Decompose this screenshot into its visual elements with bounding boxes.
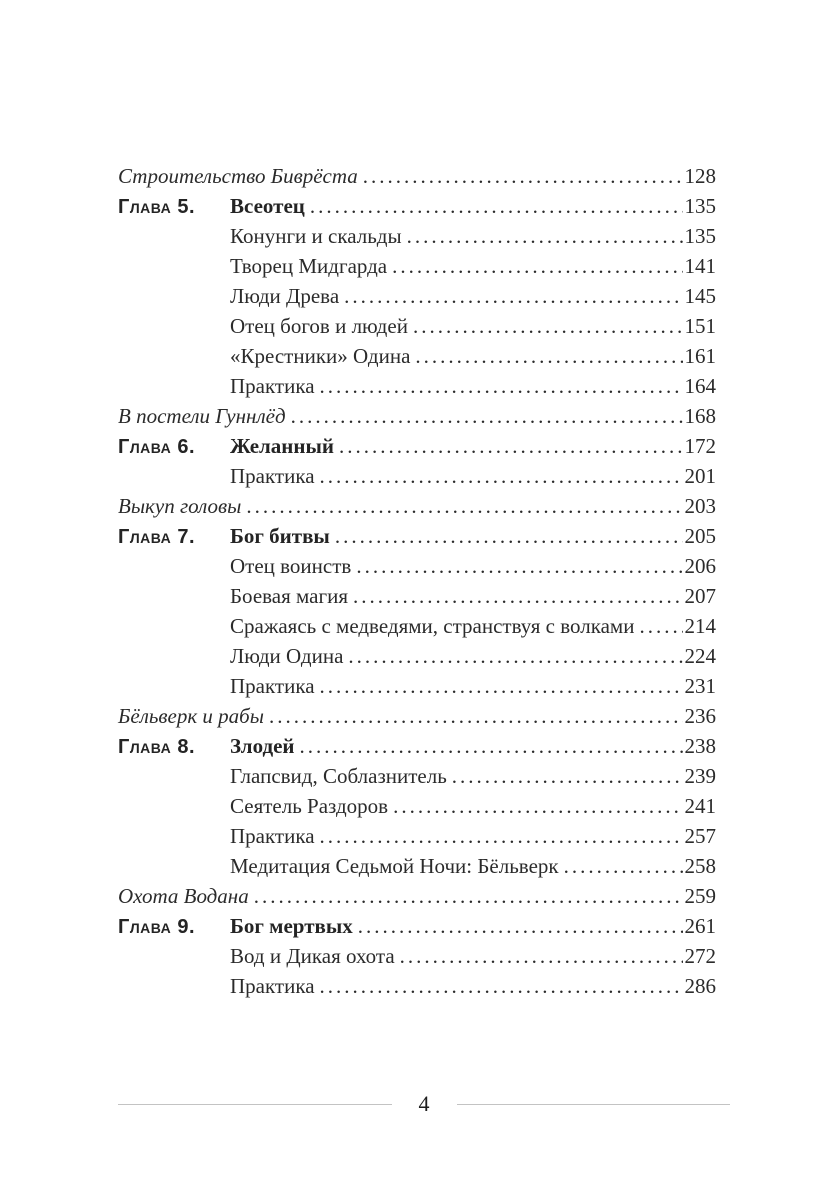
dot-leader (339, 431, 683, 461)
footer-rule-right (457, 1104, 731, 1105)
toc-entry-page: 128 (684, 164, 716, 188)
toc-entry (118, 551, 716, 581)
toc-entry-page: 257 (684, 824, 716, 848)
toc-entry-page: 207 (684, 584, 716, 608)
toc-entry-title: Вод и Дикая охота (230, 944, 395, 968)
toc-entry-title: Отец богов и людей (230, 314, 408, 338)
dot-leader (320, 821, 683, 851)
toc-entry-title: Практика (230, 974, 315, 998)
dot-leader (356, 551, 682, 581)
toc-entry-page: 236 (684, 704, 716, 728)
toc-entry (118, 791, 716, 821)
toc-entry-title: Бог битвы (230, 524, 330, 548)
dot-leader (348, 641, 682, 671)
footer-rule-left (118, 1104, 392, 1105)
toc-entry-title: Желанный (230, 434, 334, 458)
toc-entry-title: Практика (230, 464, 315, 488)
toc-entry-title: Выкуп головы (118, 494, 242, 518)
page-number: 4 (418, 1091, 430, 1116)
toc-entry (118, 281, 716, 311)
toc-entry (118, 161, 716, 191)
chapter-label: Глава 6. (118, 436, 196, 458)
toc-entry-title: Конунги и скальды (230, 224, 402, 248)
toc-entry-page: 172 (684, 434, 716, 458)
dot-leader (413, 311, 683, 341)
toc-entry-title: Творец Мидгарда (230, 254, 388, 278)
dot-leader (300, 731, 683, 761)
toc-entry (118, 581, 716, 611)
toc-entry-page: 238 (684, 734, 716, 758)
chapter-label: Глава 9. (118, 916, 196, 938)
toc-entry-page: 214 (684, 614, 716, 638)
dot-leader (393, 791, 682, 821)
toc-entry (118, 521, 716, 551)
toc-entry-page: 239 (684, 764, 716, 788)
toc-entry-page: 135 (684, 224, 716, 248)
toc-entry (118, 941, 716, 971)
toc-entry-page: 205 (684, 524, 716, 548)
toc-entry (118, 371, 716, 401)
dot-leader (320, 971, 683, 1001)
toc-entry-page: 272 (684, 944, 716, 968)
toc-entry-page: 168 (684, 404, 716, 428)
toc-entry (118, 821, 716, 851)
dot-leader (310, 191, 683, 221)
dot-leader (344, 281, 682, 311)
toc-entry-title: Отец воинств (230, 554, 352, 578)
dot-leader (246, 491, 682, 521)
toc-entry-title: Практика (230, 824, 315, 848)
toc-entry (118, 881, 716, 911)
toc-entry (118, 341, 716, 371)
toc-entry (118, 221, 716, 251)
dot-leader (392, 251, 682, 281)
toc-entry-page: 231 (684, 674, 716, 698)
toc-entry-page: 224 (684, 644, 716, 668)
toc-entry-page: 258 (684, 854, 716, 878)
toc-entry (118, 191, 716, 221)
dot-leader (254, 881, 683, 911)
toc-entry-title: Сражаясь с медведями, странствуя с волками (230, 614, 635, 638)
toc-entry (118, 851, 716, 881)
toc-entry-title: Медитация Седьмой Ночи: Бёльверк (230, 854, 559, 878)
toc-entry-page: 259 (684, 884, 716, 908)
toc-entry-title: Всеотец (230, 194, 305, 218)
toc-list (118, 161, 716, 1001)
toc-entry (118, 701, 716, 731)
toc-entry (118, 401, 716, 431)
toc-entry (118, 641, 716, 671)
toc-entry-title: Строительство Биврёста (118, 164, 358, 188)
page-footer (118, 1089, 730, 1119)
toc-entry-page: 161 (684, 344, 716, 368)
dot-leader (363, 161, 683, 191)
toc-entry (118, 491, 716, 521)
dot-leader (415, 341, 682, 371)
toc-entry (118, 731, 716, 761)
dot-leader (564, 851, 683, 881)
toc-entry-page: 286 (684, 974, 716, 998)
toc-entry (118, 671, 716, 701)
toc-entry-page: 151 (684, 314, 716, 338)
dot-leader (639, 611, 682, 641)
toc-entry-title: Практика (230, 674, 315, 698)
chapter-label: Глава 7. (118, 526, 196, 548)
toc-entry (118, 311, 716, 341)
dot-leader (320, 461, 683, 491)
dot-leader (320, 371, 683, 401)
toc-entry-page: 164 (684, 374, 716, 398)
toc-entry-title: Люди Одина (230, 644, 344, 668)
dot-leader (358, 911, 683, 941)
toc-entry-title: Глапсвид, Соблазнитель (230, 764, 447, 788)
chapter-label: Глава 8. (118, 736, 196, 758)
toc-entry (118, 911, 716, 941)
toc-entry-title: Сеятель Раздоров (230, 794, 389, 818)
toc-entry-page: 201 (684, 464, 716, 488)
toc-entry (118, 761, 716, 791)
toc-entry-page: 141 (684, 254, 716, 278)
toc-entry-page: 145 (684, 284, 716, 308)
toc-entry-title: Бёльверк и рабы (118, 704, 264, 728)
toc-entry (118, 971, 716, 1001)
toc-entry (118, 461, 716, 491)
toc-entry (118, 611, 716, 641)
toc-entry-title: Боевая магия (230, 584, 348, 608)
toc-entry (118, 431, 716, 461)
toc-entry-title: В постели Гуннлёд (118, 404, 286, 428)
dot-leader (335, 521, 683, 551)
toc-entry (118, 251, 716, 281)
toc-entry-title: Практика (230, 374, 315, 398)
toc-entry-page: 241 (684, 794, 716, 818)
dot-leader (452, 761, 683, 791)
dot-leader (269, 701, 683, 731)
dot-leader (407, 221, 683, 251)
toc-entry-title: Злодей (230, 734, 295, 758)
toc-entry-page: 261 (684, 914, 716, 938)
dot-leader (320, 671, 683, 701)
toc-entry-title: Охота Водана (118, 884, 249, 908)
toc-entry-page: 135 (684, 194, 716, 218)
toc-entry-page: 203 (684, 494, 716, 518)
dot-leader (291, 401, 683, 431)
dot-leader (400, 941, 683, 971)
dot-leader (353, 581, 683, 611)
toc-entry-title: «Крестники» Одина (230, 344, 411, 368)
toc-entry-page: 206 (684, 554, 716, 578)
chapter-label: Глава 5. (118, 196, 196, 218)
toc-entry-title: Люди Древа (230, 284, 340, 308)
toc-entry-title: Бог мертвых (230, 914, 353, 938)
